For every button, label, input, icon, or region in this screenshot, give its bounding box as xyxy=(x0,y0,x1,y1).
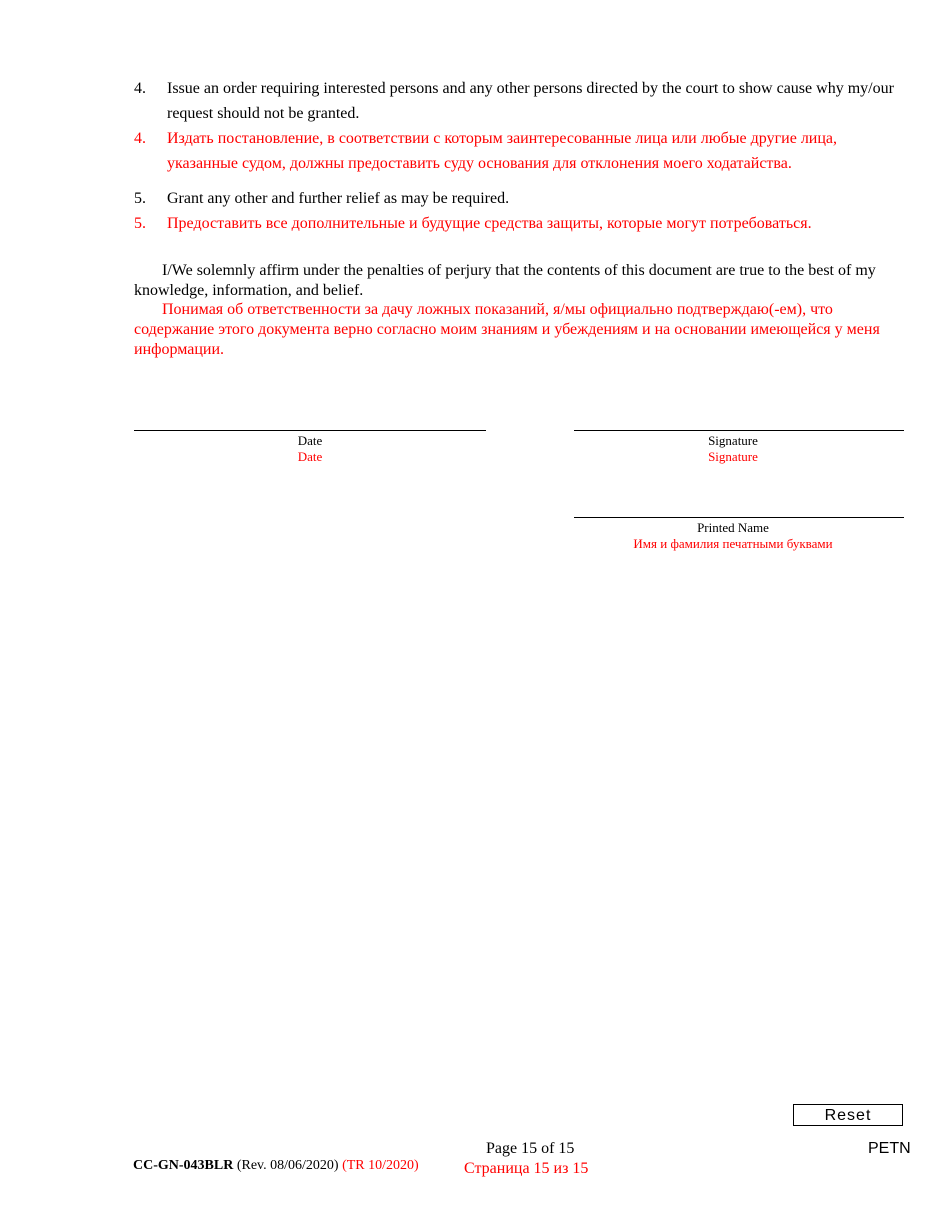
signature-line[interactable] xyxy=(574,430,904,431)
printed-name-line[interactable] xyxy=(574,517,904,518)
affirmation-ru xyxy=(134,300,894,360)
date-label xyxy=(134,433,486,465)
date-line[interactable] xyxy=(134,430,486,431)
affirmation-en xyxy=(134,261,894,301)
signature-label xyxy=(574,433,892,465)
signature-label-ru: Signature xyxy=(708,449,758,464)
date-label-en: Date xyxy=(297,433,323,448)
date-label-ru: Date xyxy=(297,449,323,464)
signature-label-en: Signature xyxy=(708,433,758,448)
page-number: Page 15 of 15 xyxy=(486,1140,575,1157)
item-text: Issue an order requiring interested persons and any other persons directed by the court to show cause why my/our request should not be granted. xyxy=(167,80,894,122)
page-number-translation: Страница 15 из 15 xyxy=(464,1160,589,1177)
affirmation-translation: Понимая об ответственности за дачу ложных показаний, я/мы официально подтверждаю(-ем), что содержание этого документа верно согласно моим знаниям и убеждениям и на основании имеющейся у меня информации. xyxy=(134,301,880,358)
item-number: 5. xyxy=(134,190,146,207)
printed-name-label-en: Printed Name xyxy=(697,520,769,535)
item-text-translation: Предоставить все дополнительные и будущие средства защиты, которые могут потребоваться. xyxy=(167,215,812,232)
form-identifier xyxy=(133,1158,419,1174)
item-number: 4. xyxy=(134,80,146,97)
printed-name-label-ru: Имя и фамилия печатными буквами xyxy=(633,536,833,551)
reset-button[interactable]: Reset xyxy=(793,1104,903,1126)
printed-name-label xyxy=(574,520,892,552)
form-revision: (Rev. 08/06/2020) xyxy=(236,1158,339,1173)
form-type-label: PETN xyxy=(868,1140,911,1157)
affirmation-text: I/We solemnly affirm under the penalties of perjury that the contents of this document are true to the best of my knowledge, information, and belief. xyxy=(134,262,876,299)
item-text: Grant any other and further relief as may be required. xyxy=(167,190,510,207)
item-number: 5. xyxy=(134,215,146,232)
item-number: 4. xyxy=(134,130,146,147)
form-code: CC-GN-043BLR xyxy=(133,1158,234,1173)
item-text-translation: Издать постановление, в соответствии с которым заинтересованные лица или любые другие лица, указанные судом, должны предоставить суду основания для отклонения моего ходатайства. xyxy=(167,130,838,172)
translation-revision: (TR 10/2020) xyxy=(342,1158,419,1173)
